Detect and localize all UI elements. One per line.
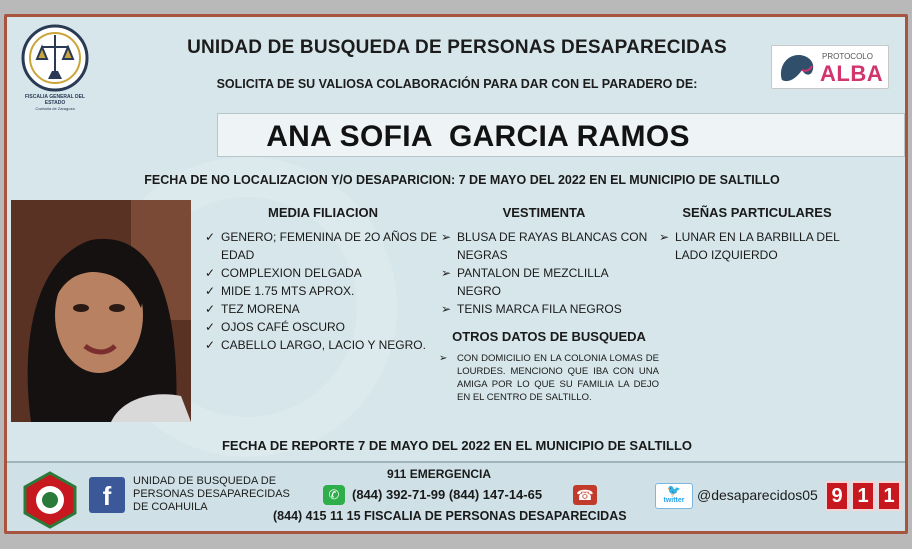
digit: 9 <box>825 481 849 511</box>
arrow-icon: ➢ <box>440 266 452 280</box>
arrow-icon: ➢ <box>658 230 670 244</box>
twitter-handle[interactable]: @desaparecidos05 <box>697 487 818 503</box>
whatsapp-icon: ✆ <box>323 485 345 505</box>
bird-icon: 🐦 <box>667 485 681 497</box>
fiscalia-phone[interactable]: (844) 415 11 15 FISCALIA DE PERSONAS DESAPARECIDAS <box>273 509 627 523</box>
list-item: ✓ OJOS CAFÉ OSCURO <box>204 320 346 334</box>
otros-datos-title: OTROS DATOS DE BUSQUEDA <box>452 329 646 344</box>
senas-title: SEÑAS PARTICULARES <box>682 205 832 220</box>
person-name: ANA SOFIA GARCIA RAMOS <box>266 120 690 153</box>
otros-datos-section <box>439 329 659 404</box>
check-icon: ✓ <box>204 230 216 244</box>
check-icon: ✓ <box>204 302 216 316</box>
list-item: ➢ BLUSA DE RAYAS BLANCAS CON NEGRAS <box>440 230 648 262</box>
list-item: ➢ PANTALON DE MEZCLILLA NEGRO <box>440 266 608 298</box>
report-date: FECHA DE REPORTE 7 DE MAYO DEL 2022 EN EL MUNICIPIO DE SALTILLO <box>221 438 692 453</box>
otros-datos-text: ➢ CON DOMICILIO EN LA COLONIA LOMAS DE LOURDES. MENCIONO QUE IBA CON UNA AMIGA POR LO QUE SU FAMILIA LA DEJO EN EL CENTRO DE SALTILLO. <box>439 353 659 403</box>
digit: 1 <box>851 481 875 511</box>
justice-seal-icon <box>20 23 90 93</box>
request-subtitle: SOLICITA DE SU VALIOSA COLABORACIÓN PARA DAR CON EL PARADERO DE: <box>216 77 698 91</box>
twitter-icon[interactable] <box>655 483 693 509</box>
unit-title: UNIDAD DE BUSQUEDA DE PERSONAS DESAPARECIDAS <box>187 37 727 58</box>
vestimenta-list <box>439 228 649 318</box>
phone-icon: ☎ <box>573 485 597 505</box>
check-icon: ✓ <box>204 284 216 298</box>
list-item: ➢ TENIS MARCA FILA NEGROS <box>440 302 622 316</box>
vestimenta-title: VESTIMENTA <box>502 205 586 220</box>
list-item: ✓ CABELLO LARGO, LACIO Y NEGRO. <box>204 338 426 352</box>
disappearance-date: FECHA DE NO LOCALIZACION Y/O DESAPARICION: 7 DE MAYO DEL 2022 EN EL MUNICIPIO DE SALTILLO <box>144 173 780 187</box>
unit-badge-icon <box>21 471 79 529</box>
senas-list <box>657 228 857 264</box>
media-filiacion-column <box>203 205 443 354</box>
missing-person-poster <box>4 14 908 534</box>
check-icon: ✓ <box>204 266 216 280</box>
alba-label: ALBA <box>820 61 884 86</box>
arrow-icon: ➢ <box>440 230 452 244</box>
vestimenta-column <box>439 205 649 318</box>
alba-small-label: PROTOCOLO <box>822 52 873 61</box>
protocolo-alba-logo <box>771 45 889 89</box>
facebook-page-name[interactable]: UNIDAD DE BUSQUEDA DE PERSONAS DESAPARECIDAS DE COAHUILA <box>133 475 290 513</box>
digit: 1 <box>877 481 901 511</box>
check-icon: ✓ <box>204 320 216 334</box>
list-item: ✓ GENERO; FEMENINA DE 2O AÑOS DE EDAD <box>204 230 438 262</box>
seal-title: FISCALIA GENERAL DEL ESTADO <box>24 94 85 106</box>
media-filiacion-list <box>203 228 443 354</box>
media-filiacion-title: MEDIA FILIACION <box>267 205 378 220</box>
list-item: ➢ LUNAR EN LA BARBILLA DEL LADO IZQUIERDO <box>658 230 840 262</box>
name-bar <box>217 113 905 157</box>
arrow-icon: ➢ <box>439 353 448 364</box>
list-item: ✓ COMPLEXION DELGADA <box>204 266 362 280</box>
senas-column <box>657 205 857 264</box>
emergency-label: 911 EMERGENCIA <box>387 467 492 481</box>
list-item: ✓ MIDE 1.75 MTS APROX. <box>204 284 355 298</box>
arrow-icon: ➢ <box>440 302 452 316</box>
emergency-911-logo <box>825 481 903 511</box>
alba-face-icon <box>776 50 818 86</box>
list-item: ✓ TEZ MORENA <box>204 302 300 316</box>
contact-footer <box>7 461 905 531</box>
seal-subtitle: Coahuila de Zaragoza <box>35 106 75 111</box>
fiscalia-seal <box>15 23 95 123</box>
person-photo <box>11 200 191 422</box>
phone-numbers[interactable]: (844) 392-71-99 (844) 147-14-65 <box>352 487 543 502</box>
twitter-label: twitter <box>663 497 685 504</box>
check-icon: ✓ <box>204 338 216 352</box>
facebook-icon[interactable]: f <box>89 477 125 513</box>
portrait-image <box>11 200 191 422</box>
